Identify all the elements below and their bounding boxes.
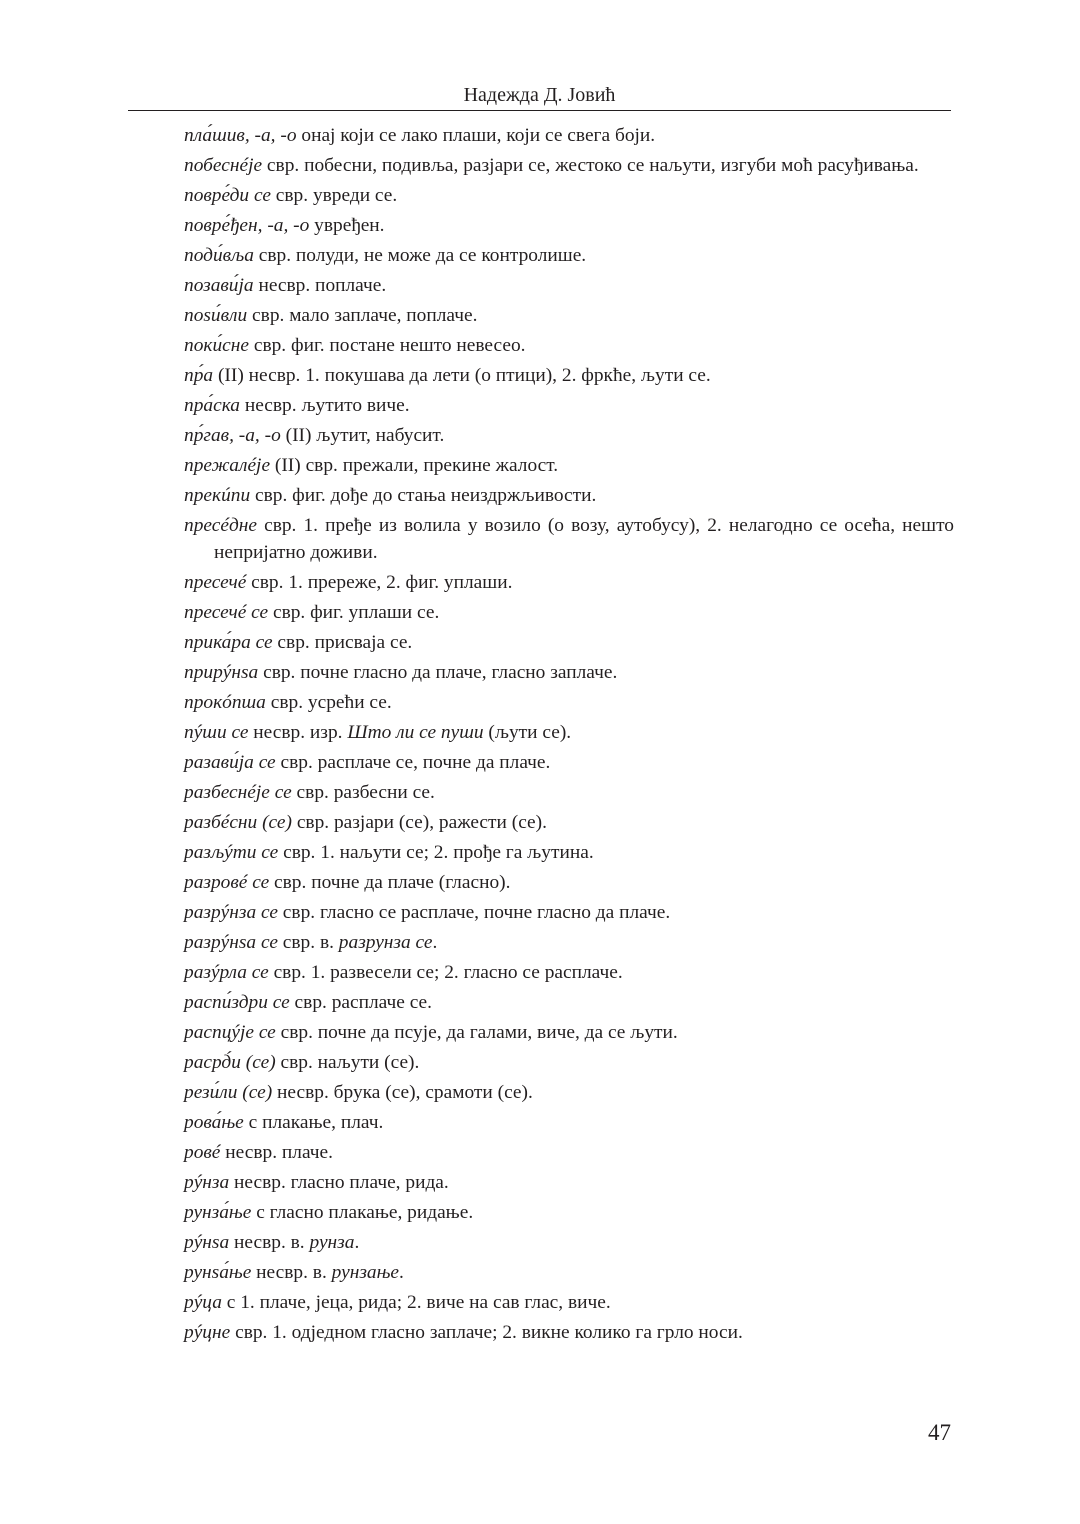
dictionary-entry xyxy=(184,152,954,179)
entry-headword: рýца xyxy=(184,1292,222,1313)
entry-headword: рунѕа́ње xyxy=(184,1262,252,1283)
entry-headword: поди́вља xyxy=(184,245,254,266)
entry-headword: пресечé xyxy=(184,572,247,593)
entry-definition: онај који се лако плаши, који се свега боји. xyxy=(296,125,656,146)
entry-definition: несвр. љутито виче. xyxy=(239,395,410,416)
entry-headword: пр́а xyxy=(184,365,214,386)
entry-definition: свр. фиг. постане нешто невесео. xyxy=(249,335,526,356)
dictionary-entry xyxy=(184,122,954,149)
entry-definition: свр. наљути (се). xyxy=(275,1052,420,1073)
entry-definition: (II) свр. прежали, прекине жалост. xyxy=(270,455,559,476)
entry-definition: свр. присваја се. xyxy=(272,632,413,653)
entry-definition: свр. почне гласно да плаче, гласно заплаче. xyxy=(258,662,618,683)
entry-definition: свр. фиг. дође до стања неиздржљивости. xyxy=(250,485,597,506)
entry-definition: свр. побесни, подивља, разјари се, жестоко се наљути, изгуби моћ расуђивања. xyxy=(262,155,919,176)
dictionary-entry xyxy=(184,1169,954,1196)
entry-headword: прирýнѕа xyxy=(184,662,259,683)
dictionary-entry xyxy=(184,1019,954,1046)
entry-definition: свр. полуди, не може да се контролише. xyxy=(253,245,587,266)
dictionary-entry xyxy=(184,362,954,389)
dictionary-entry xyxy=(184,512,954,566)
entry-definition: свр. 1. наљути се; 2. прође га љутина. xyxy=(278,842,594,863)
entry-definition: с 1. плаче, јеца, рида; 2. виче на сав глас, виче. xyxy=(221,1292,611,1313)
entry-definition-tail: . xyxy=(354,1232,360,1253)
dictionary-entry xyxy=(184,422,954,449)
entry-headword: пресечé се xyxy=(184,602,269,623)
entry-definition: свр. фиг. уплаши се. xyxy=(268,602,440,623)
entry-headword: разýрла се xyxy=(184,962,269,983)
entry-headword: повре́ди се xyxy=(184,185,271,206)
dictionary-entry xyxy=(184,392,954,419)
dictionary-entry xyxy=(184,659,954,686)
dictionary-entry xyxy=(184,779,954,806)
dictionary-entry xyxy=(184,719,954,746)
entry-headword: рýцне xyxy=(184,1322,231,1343)
entry-headword: рова́ње xyxy=(184,1112,244,1133)
entry-headword: прокóпша xyxy=(184,692,266,713)
dictionary-entry xyxy=(184,839,954,866)
dictionary-entry xyxy=(184,929,954,956)
entry-definition: несвр. в. xyxy=(229,1232,310,1253)
entry-definition: несвр. брука (се), срамоти (се). xyxy=(272,1082,533,1103)
dictionary-entry xyxy=(184,629,954,656)
entry-reference: разрунза се xyxy=(338,932,433,953)
entry-definition: несвр. гласно плаче, рида. xyxy=(229,1172,449,1193)
header-author: Надежда Д. Јовић xyxy=(463,84,616,106)
entry-headword: разрýнза се xyxy=(184,902,278,923)
entry-definition: свр. расплаче се. xyxy=(289,992,432,1013)
entry-headword: рýнѕа xyxy=(184,1232,230,1253)
entry-headword: повре́ђен, -а, -о xyxy=(184,215,310,236)
dictionary-entry xyxy=(184,749,954,776)
entry-definition: свр. мало заплаче, поплаче. xyxy=(247,305,478,326)
dictionary-entry xyxy=(184,689,954,716)
entry-definition: свр. разбесни се. xyxy=(291,782,435,803)
entry-reference: рунза xyxy=(309,1232,355,1253)
dictionary-entry xyxy=(184,1259,954,1286)
entry-definition: свр. почне да псује, да галами, виче, да се љути. xyxy=(275,1022,678,1043)
entry-definition-tail: . xyxy=(399,1262,404,1283)
entry-headword: поѕи́вли xyxy=(184,305,248,326)
entry-headword: прика́ра се xyxy=(184,632,273,653)
entry-reference: рунзање xyxy=(331,1262,399,1283)
entry-headword: разбéсни (се) xyxy=(184,812,292,833)
dictionary-entry xyxy=(184,452,954,479)
entry-definition: свр. увреди се. xyxy=(270,185,398,206)
dictionary-entry xyxy=(184,182,954,209)
dictionary-entry xyxy=(184,272,954,299)
dictionary-entry xyxy=(184,1319,954,1346)
entry-definition-tail: . xyxy=(432,932,438,953)
dictionary-entry xyxy=(184,332,954,359)
entry-headword: позави́ја xyxy=(184,275,254,296)
dictionary-entry xyxy=(184,1229,954,1256)
entry-headword: пýши се xyxy=(184,722,249,743)
entry-headword: прежалéје xyxy=(184,455,271,476)
entry-headword: разровé се xyxy=(184,872,270,893)
entry-definition: свр. в. xyxy=(277,932,339,953)
entry-headword: прекúпи xyxy=(184,485,251,506)
entry-headword: пла́шив, -а, -о xyxy=(184,125,297,146)
dictionary-entry xyxy=(184,1079,954,1106)
entry-definition-tail: (љути се). xyxy=(483,722,572,743)
running-header xyxy=(128,80,951,111)
dictionary-entry xyxy=(184,1049,954,1076)
entry-headword: разбеснéје се xyxy=(184,782,292,803)
entry-definition: свр. усрећи се. xyxy=(265,692,392,713)
entry-definition: несвр. плаче. xyxy=(220,1142,333,1163)
entry-headword: ровé xyxy=(184,1142,221,1163)
dictionary-entry xyxy=(184,569,954,596)
entry-headword: поки́сне xyxy=(184,335,249,356)
entry-headword: рунза́ње xyxy=(184,1202,252,1223)
dictionary-entry xyxy=(184,809,954,836)
entry-definition: с плакање, плач. xyxy=(243,1112,384,1133)
entry-headword: разави́ја се xyxy=(184,752,276,773)
entry-definition: с гласно плакање, ридање. xyxy=(251,1202,474,1223)
entry-definition: свр. 1. развесели се; 2. гласно се расплаче. xyxy=(268,962,623,983)
entry-headword: пресéдне xyxy=(184,515,257,536)
dictionary-entry xyxy=(184,1109,954,1136)
dictionary-entry xyxy=(184,959,954,986)
dictionary-entry xyxy=(184,242,954,269)
entry-headword: разљýти се xyxy=(184,842,279,863)
dictionary-entry xyxy=(184,899,954,926)
entry-definition: свр. расплаче се, почне да плаче. xyxy=(275,752,551,773)
entry-headword: распи́здри се xyxy=(184,992,290,1013)
entry-headword: рези́ли (се) xyxy=(184,1082,273,1103)
entry-headword: пра́ска xyxy=(184,395,240,416)
entry-headword: рýнза xyxy=(184,1172,230,1193)
entry-headword: побеснéје xyxy=(184,155,263,176)
entry-definition: несвр. в. xyxy=(251,1262,332,1283)
dictionary-entry xyxy=(184,302,954,329)
entry-definition: свр. 1. одједном гласно заплаче; 2. викне колико га грло носи. xyxy=(230,1322,743,1343)
entry-definition: (II) љутит, набусит. xyxy=(280,425,445,446)
dictionary-entries xyxy=(184,122,954,1349)
entry-definition: (II) несвр. 1. покушава да лети (о птици), 2. фркће, љути се. xyxy=(213,365,711,386)
entry-definition: несвр. изр. xyxy=(248,722,348,743)
entry-headword: разрýнѕа се xyxy=(184,932,278,953)
dictionary-entry xyxy=(184,1289,954,1316)
page-number: 47 xyxy=(928,1420,951,1445)
dictionary-entry xyxy=(184,212,954,239)
dictionary-entry xyxy=(184,989,954,1016)
entry-definition: свр. гласно се расплаче, почне гласно да плаче. xyxy=(277,902,671,923)
dictionary-entry xyxy=(184,482,954,509)
dictionary-entry xyxy=(184,869,954,896)
entry-headword: пр́гав, -а, -о xyxy=(184,425,281,446)
entry-definition: несвр. поплаче. xyxy=(253,275,387,296)
dictionary-entry xyxy=(184,1139,954,1166)
entry-definition: свр. почне да плаче (гласно). xyxy=(269,872,511,893)
entry-definition: свр. разјари (се), ражести (се). xyxy=(291,812,547,833)
dictionary-entry xyxy=(184,599,954,626)
entry-definition: увређен. xyxy=(309,215,385,236)
entry-definition: свр. 1. пререже, 2. фиг. уплаши. xyxy=(246,572,513,593)
entry-definition: свр. 1. пређе из волила у возило (о возу, аутобусу), 2. нелагодно се осећа, нешто непријатно доживи. xyxy=(214,515,954,563)
entry-reference: Што ли се пуши xyxy=(347,722,484,743)
entry-headword: распцýје се xyxy=(184,1022,276,1043)
dictionary-entry xyxy=(184,1199,954,1226)
entry-headword: расрд́и (се) xyxy=(184,1052,276,1073)
